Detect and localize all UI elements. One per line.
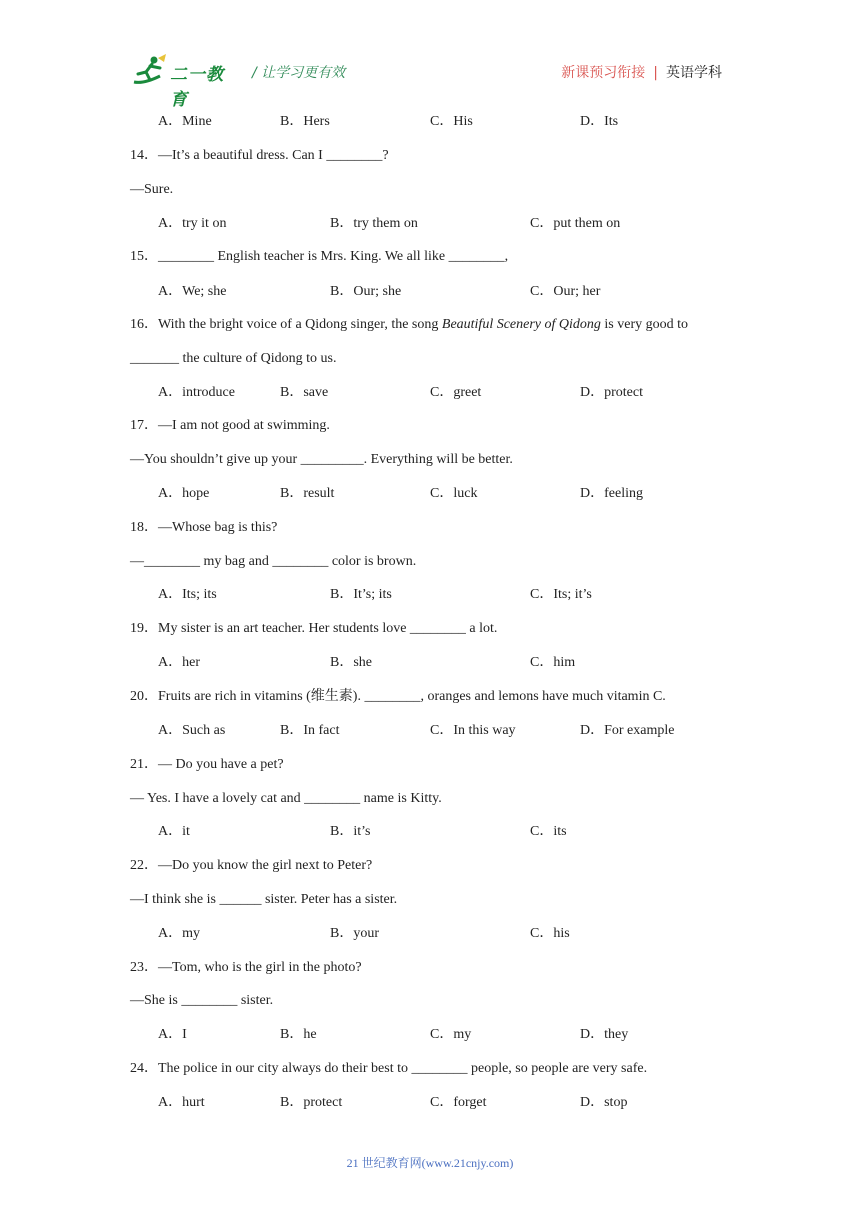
option: C．greet — [430, 385, 482, 400]
option: D．protect — [580, 385, 643, 400]
option: C．His — [430, 114, 473, 129]
option: A．my — [158, 926, 200, 941]
option: A．hurt — [158, 1095, 205, 1110]
question-text: 24．The police in our city always do their best to ________ people, so people are very safe. — [130, 1061, 648, 1076]
subject-label: 英语学科 — [666, 65, 722, 81]
question-text — [130, 316, 688, 334]
option: B．she — [330, 655, 372, 670]
answer-text: —You shouldn’t give up your _________. Everything will be better. — [130, 452, 513, 467]
question-text: 23．—Tom, who is the girl in the photo? — [130, 960, 362, 975]
option: B．save — [280, 385, 329, 400]
option: D．Its — [580, 114, 619, 129]
option: B．he — [280, 1027, 317, 1042]
option: C．forget — [430, 1095, 487, 1110]
question-text: 21．— Do you have a pet? — [130, 757, 284, 772]
option: A．Its; its — [158, 587, 217, 602]
option: C．put them on — [530, 216, 621, 231]
option: C．Its; it’s — [530, 587, 592, 602]
logo — [130, 54, 240, 110]
option: A．We; she — [158, 284, 227, 299]
question-text: 14．—It’s a beautiful dress. Can I ________? — [130, 148, 389, 163]
option: A．hope — [158, 486, 210, 501]
question-text-part: is very good to — [600, 317, 689, 332]
page-header — [0, 0, 860, 110]
option: A．her — [158, 655, 200, 670]
answer-text: —She is ________ sister. — [130, 993, 274, 1008]
option: C．his — [530, 926, 570, 941]
option: B．It’s; its — [330, 587, 392, 602]
option: A．it — [158, 824, 190, 839]
option: A．introduce — [158, 385, 235, 400]
question-text-part: 16．With the bright voice of a Qidong singer, the song — [130, 317, 442, 332]
option: B．result — [280, 486, 335, 501]
question-text: 22．—Do you know the girl next to Peter? — [130, 858, 373, 873]
question-text: _______ the culture of Qidong to us. — [130, 351, 337, 366]
option: B．try them on — [330, 216, 418, 231]
option: B．protect — [280, 1095, 343, 1110]
option: A．try it on — [158, 216, 227, 231]
option: B．In fact — [280, 723, 340, 738]
answer-text: — Yes. I have a lovely cat and ________ name is Kitty. — [130, 791, 442, 806]
header-right — [561, 62, 722, 82]
question-text: 17．—I am not good at swimming. — [130, 418, 330, 433]
question-text: 19．My sister is an art teacher. Her students love ________ a lot. — [130, 621, 498, 636]
option: D．stop — [580, 1095, 628, 1110]
option: C．In this way — [430, 723, 516, 738]
runner-logo-icon — [130, 54, 170, 88]
option: A．I — [158, 1027, 187, 1042]
header-separator: | — [653, 65, 658, 81]
option: C．him — [530, 655, 576, 670]
option: B．your — [330, 926, 379, 941]
option: C．luck — [430, 486, 478, 501]
option: D．For example — [580, 723, 675, 738]
question-text: 18．—Whose bag is this? — [130, 520, 278, 535]
answer-text: —________ my bag and ________ color is brown. — [130, 554, 417, 569]
header-slogan: / 让学习更有效 — [252, 65, 346, 81]
option: C．Our; her — [530, 284, 601, 299]
option: C．its — [530, 824, 567, 839]
option: D．they — [580, 1027, 629, 1042]
option: A．Such as — [158, 723, 226, 738]
course-label: 新课预习衔接 — [561, 65, 646, 81]
option: B．it’s — [330, 824, 371, 839]
question-text: 15．________ English teacher is Mrs. King. We all like ________, — [130, 249, 509, 264]
logo-text: 二一教育 — [170, 65, 224, 110]
answer-text: —I think she is ______ sister. Peter has a sister. — [130, 892, 398, 907]
question-text: 20．Fruits are rich in vitamins (维生素). ________, oranges and lemons have much vitamin C. — [130, 689, 666, 704]
option: C．my — [430, 1027, 472, 1042]
option: D．feeling — [580, 486, 643, 501]
page-footer: 21 世纪教育网(www.21cnjy.com) — [346, 1156, 514, 1170]
option: B．Our; she — [330, 284, 402, 299]
option: A．Mine — [158, 114, 212, 129]
answer-text: —Sure. — [130, 182, 174, 197]
option: B．Hers — [280, 114, 330, 129]
song-title: Beautiful Scenery of Qidong — [441, 317, 601, 332]
